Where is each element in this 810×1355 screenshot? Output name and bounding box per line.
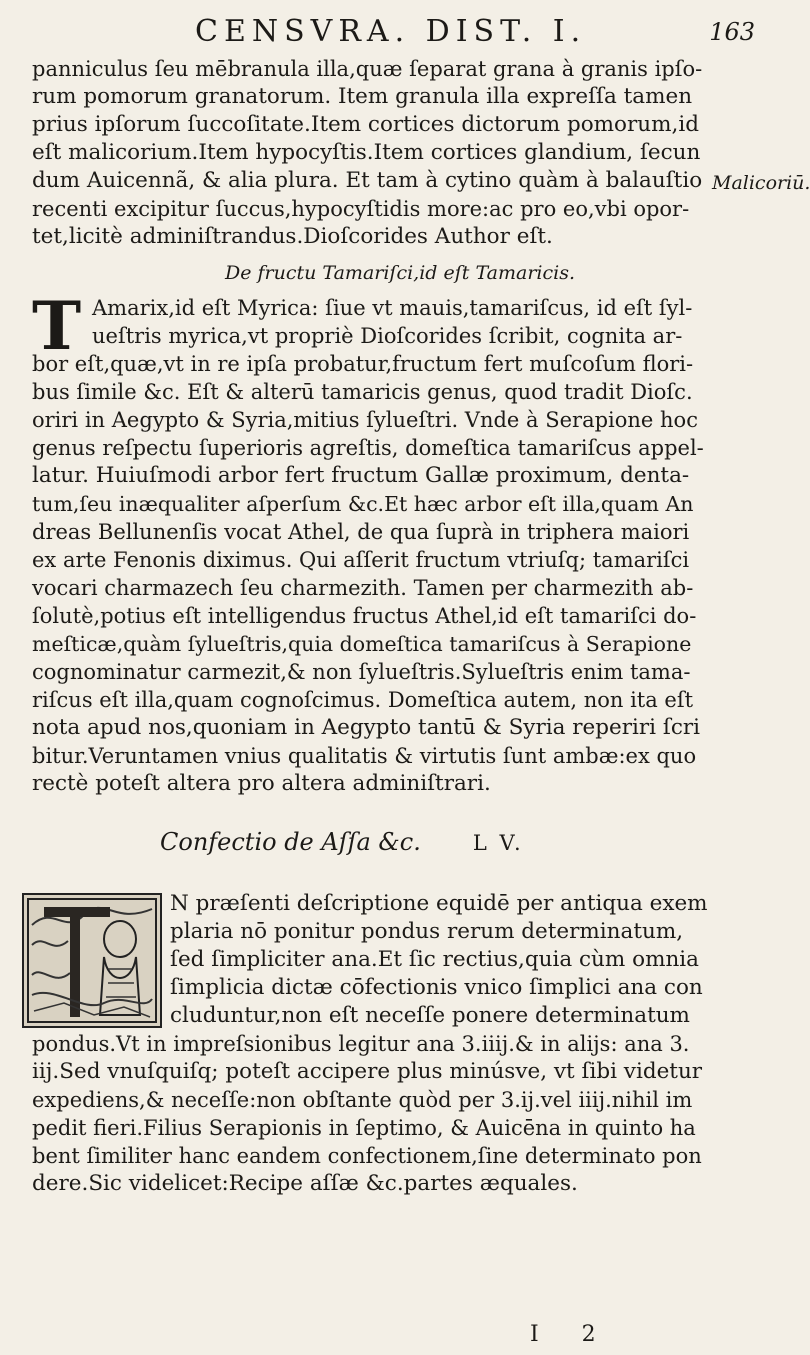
margin-note: Malicoriū. <box>712 172 810 194</box>
text-line: dum Auicennã, & alia plura. Et tam à cytino quàm à balauſtio <box>32 168 703 193</box>
text-line: bor eſt,quæ,vt in re ipſa probatur,fructum fert muſcoſum flori- <box>32 352 694 376</box>
text-line: iij.Sed vnuſquiſq; poteſt accipere plus minúsve, vt ſibi videtur <box>32 1059 703 1084</box>
text-line: Amarix,id eſt Myrica: ſiue vt mauis,tamariſcus, id eſt ſyl- <box>92 296 693 320</box>
paragraph-3-indented <box>170 890 710 1030</box>
text-line: cognominatur carmezit,& non ſylueſtris.Sylueſtris enim tama- <box>32 660 691 684</box>
drop-cap: T <box>32 287 82 365</box>
text-line: genus reſpectu ſuperioris agreſtis, domeſtica tamariſcus appel- <box>32 436 704 460</box>
text-line: nota apud nos,quoniam in Aegypto tantū & Syria reperiri ſcri <box>32 715 701 740</box>
woodcut-initial-illustration <box>22 893 162 1028</box>
text-line: dere.Sic videlicet:Recipe aſſæ &c.partes æquales. <box>32 1171 578 1196</box>
text-line: latur. Huiuſmodi arbor fert fructum Gallæ proximum, denta- <box>32 463 690 488</box>
text-line: meſticæ,quàm ſylueſtris,quia domeſtica tamariſcus à Serapione <box>32 632 692 656</box>
text-line: bent ſimiliter hanc eandem confectionem,ſine determinato pon <box>32 1144 702 1168</box>
text-line: eſt malicorium.Item hypocyſtis.Item cortices glandium, ſecun <box>32 140 701 165</box>
text-line: ſimplicia dictæ cōfectionis vnico ſimplici ana con <box>170 975 703 1000</box>
text-line: ſolutè,potius eſt intelligendus fructus Athel,id eſt tamariſci do- <box>32 604 697 628</box>
text-line: panniculus ſeu mēbranula illa,quæ ſeparat grana à granis ipſo- <box>32 57 703 81</box>
text-line: oriri in Aegypto & Syria,mitius ſylueſtri. Vnde à Serapione hoc <box>32 408 698 432</box>
text-line: bitur.Veruntamen vnius qualitatis & virtutis ſunt ambæ:ex quo <box>32 744 697 768</box>
text-line: bus ſimile &c. Eſt & alterū tamaricis genus, quod tradit Dioſc. <box>32 380 693 404</box>
paragraph-1 <box>32 55 704 251</box>
chapter-number: L V. <box>472 831 524 855</box>
catchword-signature: I 2 <box>530 1322 614 1347</box>
text-line: vocari charmazech ſeu charmezith. Tamen per charmezith ab- <box>32 576 694 600</box>
paragraph-2 <box>32 350 704 798</box>
text-line: prius ipſorum ſuccoſitate.Item cortices dictorum pomorum,id <box>32 112 699 137</box>
paragraph-3 <box>32 1030 704 1198</box>
text-line: N præſenti deſcriptione equidē per antiqua exem <box>170 891 708 916</box>
running-header <box>195 14 755 54</box>
text-line: tum,ſeu inæqualiter aſperſum &c.Et hæc arbor eſt illa,quam An <box>32 492 694 516</box>
page-number: 163 <box>709 18 755 46</box>
text-line: cluduntur,non eſt neceſſe ponere determinatum <box>170 1003 690 1028</box>
text-line: ueſtris myrica,vt propriè Dioſcorides ſcribit, cognita ar- <box>92 324 683 348</box>
woodcut-figure-icon <box>24 895 160 1026</box>
section-heading-confectio <box>160 828 524 856</box>
text-line: ſed ſimpliciter ana.Et ſic rectius,quia cùm omnia <box>170 947 699 972</box>
text-line: expediens,& neceſſe:non obſtante quòd per 3.ij.vel iiij.nihil im <box>32 1088 693 1112</box>
text-line: rectè poteſt altera pro altera adminiſtrari. <box>32 771 491 796</box>
text-line: ex arte Fenonis diximus. Qui aſſerit fructum vtriuſq; tamariſci <box>32 548 690 572</box>
text-line: dreas Bellunenſis vocat Athel, de qua ſuprà in triphera maiori <box>32 520 690 544</box>
text-line: plaria nō ponitur pondus rerum determinatum, <box>170 919 684 944</box>
running-title: CENSVRA. DIST. I. <box>195 14 587 49</box>
paragraph-2-indented <box>92 294 692 350</box>
text-line: pedit fieri.Filius Serapionis in ſeptimo, & Auicēna in quinto ha <box>32 1116 696 1140</box>
text-line: rum pomorum granatorum. Item granula illa expreſſa tamen <box>32 84 693 109</box>
section-heading-tamarisk: De fructu Tamariſci,id eſt Tamaricis. <box>224 262 575 284</box>
text-line: tet,licitè adminiſtrandus.Dioſcorides Author eſt. <box>32 224 553 249</box>
text-line: pondus.Vt in impreſsionibus legitur ana 3.iiij.& in alijs: ana 3. <box>32 1032 690 1056</box>
heading-text: Confectio de Aſſa &c. <box>160 828 421 856</box>
text-line: riſcus eſt illa,quam cognoſcimus. Domeſtica autem, non ita eſt <box>32 688 694 712</box>
text-line: recenti excipitur ſuccus,hypocyſtidis more:ac pro eo,vbi opor- <box>32 197 690 221</box>
